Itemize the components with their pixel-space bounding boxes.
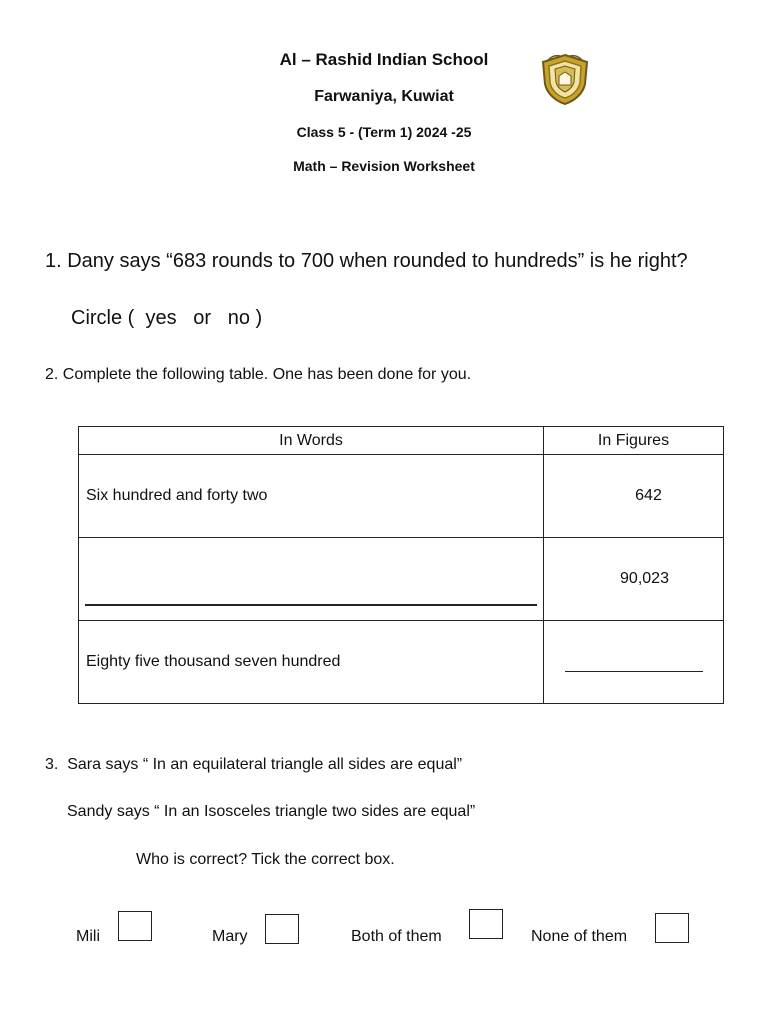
option-mili-checkbox[interactable] [118,911,152,941]
table-header-row [79,427,724,455]
header-in-words: In Words [79,427,544,455]
number-words-table [78,426,724,704]
option-none-label: None of them [531,928,628,945]
question-1-text: 1. Dany says “683 rounds to 700 when rounded to hundreds” is he right? [45,250,688,272]
option-mary-label: Mary [212,928,248,945]
school-location: Farwaniya, Kuwiat [314,88,454,105]
question-1-circle-options[interactable]: Circle ( yes or no ) [71,307,263,329]
option-none-checkbox[interactable] [655,913,689,943]
school-crest-icon [538,52,592,106]
option-both-label: Both of them [351,928,442,945]
row-1-words: Six hundred and forty two [79,455,544,538]
question-2-text: 2. Complete the following table. One has been done for you. [45,366,472,383]
question-3-sara: 3. Sara says “ In an equilateral triangle all sides are equal” [45,756,463,773]
row-3-figures-blank[interactable] [565,653,703,672]
option-mili-label: Mili [76,928,100,945]
table-row [79,621,724,704]
row-2-figures: 90,023 [544,538,724,621]
row-3-figures-cell [544,621,724,704]
table-row [79,455,724,538]
worksheet-title: Math – Revision Worksheet [293,158,475,174]
row-2-words-blank[interactable] [85,578,537,606]
header-in-figures: In Figures [544,427,724,455]
option-both-checkbox[interactable] [469,909,503,939]
row-2-words-cell [79,538,544,621]
option-mary-checkbox[interactable] [265,914,299,944]
question-3-sandy: Sandy says “ In an Isosceles triangle two sides are equal” [67,803,476,820]
row-1-figures: 642 [544,455,724,538]
table-row [79,538,724,621]
class-term: Class 5 - (Term 1) 2024 -25 [296,124,472,140]
row-3-words: Eighty five thousand seven hundred [79,621,544,704]
school-name: Al – Rashid Indian School [279,50,489,69]
question-3-prompt: Who is correct? Tick the correct box. [136,851,395,868]
